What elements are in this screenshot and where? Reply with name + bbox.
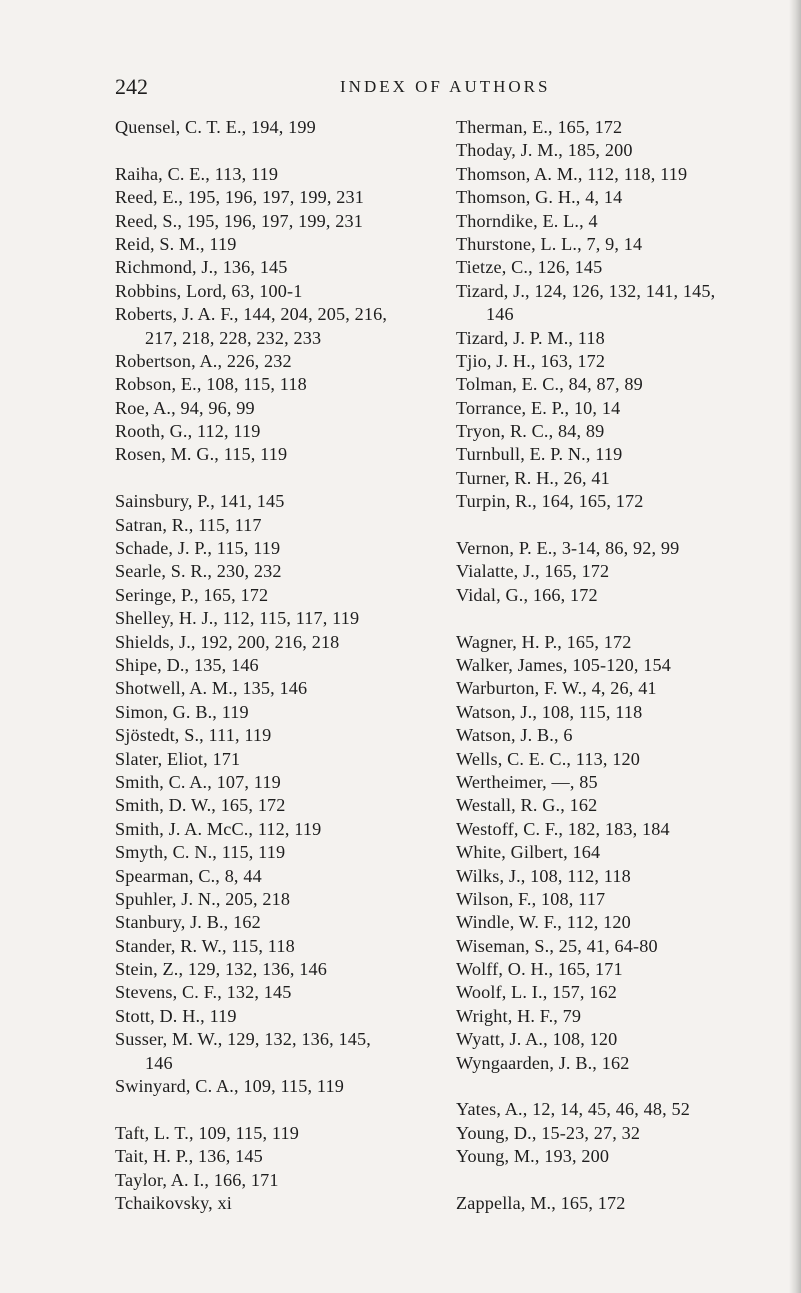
index-entry: Robbins, Lord, 63, 100-1 [115, 280, 303, 301]
index-entry: Stevens, C. F., 132, 145 [115, 982, 292, 1003]
index-entry: Seringe, P., 165, 172 [115, 584, 269, 605]
index-entry: Stein, Z., 129, 132, 136, 146 [115, 959, 327, 980]
index-entry-continuation: 146 [145, 1052, 173, 1073]
section-gap [456, 514, 786, 537]
index-entry: Shotwell, A. M., 135, 146 [115, 678, 308, 699]
index-entry: Wagner, H. P., 165, 172 [456, 631, 632, 652]
index-entry: Wiseman, S., 25, 41, 64-80 [456, 935, 658, 956]
index-entry: Watson, J., 108, 115, 118 [456, 701, 643, 722]
index-entry: Thoday, J. M., 185, 200 [456, 140, 633, 161]
page-number: 242 [115, 74, 148, 99]
index-entry: Roe, A., 94, 96, 99 [115, 397, 255, 418]
index-entry: Shipe, D., 135, 146 [115, 654, 259, 675]
running-head: INDEX OF AUTHORS [340, 77, 551, 96]
index-entry: Walker, James, 105-120, 154 [456, 654, 672, 675]
index-entry: Wright, H. F., 79 [456, 1005, 582, 1026]
index-entry: Turpin, R., 164, 165, 172 [456, 491, 644, 512]
index-entry: Westoff, C. F., 182, 183, 184 [456, 818, 670, 839]
index-entry: Spearman, C., 8, 44 [115, 865, 262, 886]
index-entry: Shelley, H. J., 112, 115, 117, 119 [115, 608, 360, 629]
index-entry: Wertheimer, —, 85 [456, 771, 598, 792]
index-entry: Tizard, J., 124, 126, 132, 141, 145, [456, 280, 716, 301]
index-entry: Reid, S. M., 119 [115, 233, 237, 254]
index-entry: Taylor, A. I., 166, 171 [115, 1169, 279, 1190]
section-gap [456, 1075, 786, 1098]
index-entry: Vidal, G., 166, 172 [456, 584, 598, 605]
index-entry: Raiha, C. E., 113, 119 [115, 163, 279, 184]
index-entry: Reed, E., 195, 196, 197, 199, 231 [115, 187, 364, 208]
index-column-right [456, 116, 786, 1215]
index-entry: Young, M., 193, 200 [456, 1146, 610, 1167]
index-entry: Spuhler, J. N., 205, 218 [115, 888, 291, 909]
section-gap [456, 1169, 786, 1192]
index-entry-continuation: 217, 218, 228, 232, 233 [145, 327, 322, 348]
index-entry: Stanbury, J. B., 162 [115, 912, 261, 933]
index-entry: Thorndike, E. L., 4 [456, 210, 598, 231]
index-entry: Turnbull, E. P. N., 119 [456, 444, 623, 465]
index-entry: Thurstone, L. L., 7, 9, 14 [456, 233, 643, 254]
page-edge-shadow [789, 0, 801, 1293]
index-entry: Smith, C. A., 107, 119 [115, 771, 281, 792]
section-gap [115, 1098, 445, 1121]
index-entry: Stander, R. W., 115, 118 [115, 935, 295, 956]
index-entry: Vernon, P. E., 3-14, 86, 92, 99 [456, 538, 680, 559]
index-entry: Windle, W. F., 112, 120 [456, 912, 631, 933]
index-entry: Smyth, C. N., 115, 119 [115, 842, 286, 863]
index-entry: Smith, D. W., 165, 172 [115, 795, 286, 816]
index-entry: Slater, Eliot, 171 [115, 748, 241, 769]
index-entry: Susser, M. W., 129, 132, 136, 145, [115, 1029, 371, 1050]
index-entry: White, Gilbert, 164 [456, 842, 601, 863]
index-entry: Warburton, F. W., 4, 26, 41 [456, 678, 657, 699]
index-entry: Wolff, O. H., 165, 171 [456, 959, 623, 980]
index-entry: Simon, G. B., 119 [115, 701, 249, 722]
index-entry: Westall, R. G., 162 [456, 795, 598, 816]
index-entry: Zappella, M., 165, 172 [456, 1192, 626, 1213]
section-gap [456, 607, 786, 630]
index-entry: Tryon, R. C., 84, 89 [456, 421, 605, 442]
index-entry: Wilson, F., 108, 117 [456, 888, 606, 909]
index-entry: Schade, J. P., 115, 119 [115, 538, 281, 559]
index-entry: Watson, J. B., 6 [456, 725, 573, 746]
index-entry: Robertson, A., 226, 232 [115, 350, 292, 371]
index-entry: Wyngaarden, J. B., 162 [456, 1052, 630, 1073]
index-entry: Swinyard, C. A., 109, 115, 119 [115, 1076, 344, 1097]
index-entry: Turner, R. H., 26, 41 [456, 467, 610, 488]
index-entry: Wells, C. E. C., 113, 120 [456, 748, 640, 769]
index-entry-continuation: 146 [486, 304, 514, 325]
index-entry: Wilks, J., 108, 112, 118 [456, 865, 631, 886]
index-entry: Quensel, C. T. E., 194, 199 [115, 117, 316, 137]
index-entry: Tietze, C., 126, 145 [456, 257, 603, 278]
index-entry: Smith, J. A. McC., 112, 119 [115, 818, 322, 839]
index-entry: Wyatt, J. A., 108, 120 [456, 1029, 618, 1050]
index-entry: Torrance, E. P., 10, 14 [456, 397, 621, 418]
index-column-left [115, 116, 445, 1215]
index-entry: Richmond, J., 136, 145 [115, 257, 288, 278]
index-entry: Searle, S. R., 230, 232 [115, 561, 282, 582]
index-entry: Shields, J., 192, 200, 216, 218 [115, 631, 340, 652]
index-entry: Satran, R., 115, 117 [115, 514, 262, 535]
index-entry: Tjio, J. H., 163, 172 [456, 350, 606, 371]
index-entry: Vialatte, J., 165, 172 [456, 561, 610, 582]
index-entry: Tchaikovsky, xi [115, 1192, 232, 1213]
index-entry: Yates, A., 12, 14, 45, 46, 48, 52 [456, 1099, 690, 1120]
index-entry: Woolf, L. I., 157, 162 [456, 982, 617, 1003]
index-entry: Therman, E., 165, 172 [456, 117, 623, 137]
index-entry: Taft, L. T., 109, 115, 119 [115, 1122, 299, 1143]
section-gap [115, 139, 445, 162]
index-entry: Robson, E., 108, 115, 118 [115, 374, 307, 395]
page-header [115, 74, 755, 110]
index-entry: Reed, S., 195, 196, 197, 199, 231 [115, 210, 363, 231]
index-entry: Young, D., 15-23, 27, 32 [456, 1122, 641, 1143]
index-entry: Roberts, J. A. F., 144, 204, 205, 216, [115, 304, 388, 325]
index-entry: Rooth, G., 112, 119 [115, 421, 261, 442]
index-entry: Tait, H. P., 136, 145 [115, 1146, 263, 1167]
section-gap [115, 467, 445, 490]
index-entry: Sainsbury, P., 141, 145 [115, 491, 285, 512]
index-entry: Tizard, J. P. M., 118 [456, 327, 605, 348]
index-entry: Thomson, G. H., 4, 14 [456, 187, 623, 208]
index-entry: Stott, D. H., 119 [115, 1005, 237, 1026]
index-entry: Sjöstedt, S., 111, 119 [115, 725, 272, 746]
index-entry: Rosen, M. G., 115, 119 [115, 444, 288, 465]
index-entry: Tolman, E. C., 84, 87, 89 [456, 374, 643, 395]
index-entry: Thomson, A. M., 112, 118, 119 [456, 163, 688, 184]
